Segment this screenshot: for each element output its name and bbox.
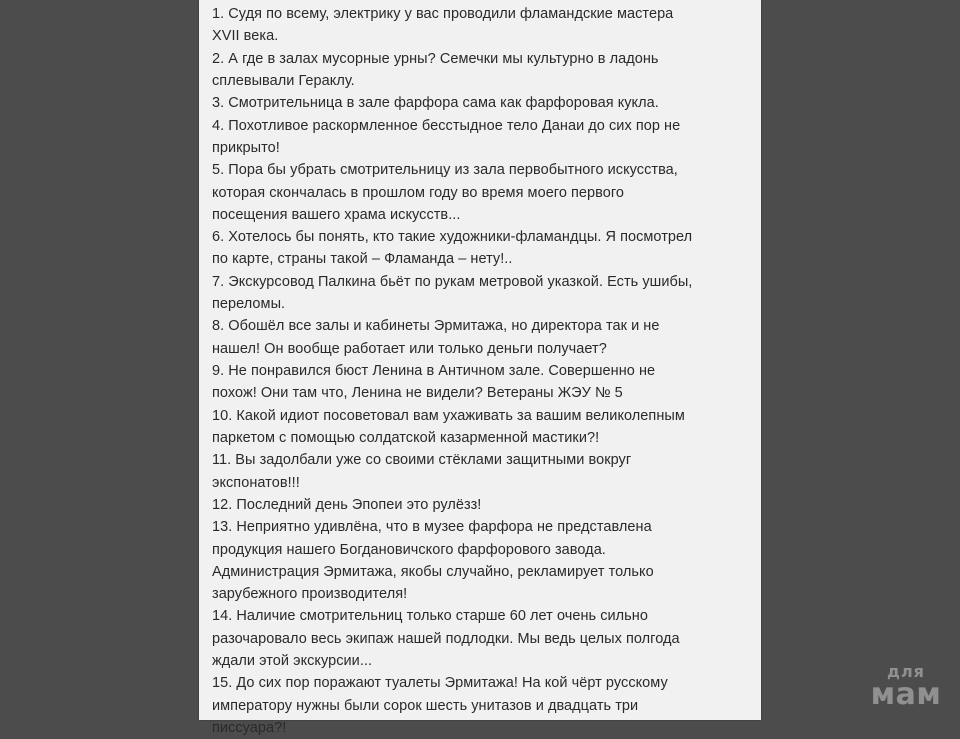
text-line: 6. Хотелось бы понять, кто такие художники-фламандцы. Я посмотрел	[212, 229, 693, 246]
text-line: 11. Вы задолбали уже со своими стёклами защитными вокруг	[212, 452, 632, 469]
text-line: разочаровало весь экипаж нашей подлодки. Мы ведь целых полгода	[212, 630, 680, 647]
text-line: писсуара?!	[212, 720, 287, 736]
text-line: 4. Похотливое раскормленное бесстыдное тело Данаи до сих пор не	[212, 117, 681, 134]
text-line: ждали этой экскурсии...	[212, 653, 373, 670]
text-line: 7. Экскурсовод Палкина бьёт по рукам метровой указкой. Есть ушибы,	[212, 273, 693, 290]
text-line: императору нужны были сорок шесть унитазов и двадцать три	[212, 697, 639, 714]
text-line: 13. Неприятно удивлёна, что в музее фарфора не представлена	[212, 519, 652, 536]
text-line: нашел! Он вообще работает или только деньги получает?	[212, 340, 607, 357]
document-page	[199, 0, 761, 736]
text-line: 1. Судя по всему, электрику у вас проводили фламандские мастера	[212, 6, 674, 22]
text-line: 2. А где в залах мусорные урны? Семечки мы культурно в ладонь	[212, 50, 659, 67]
text-line: которая скончалась в прошлом году во время моего первого	[212, 184, 624, 201]
text-line: зарубежного производителя!	[212, 586, 408, 603]
text-line: переломы.	[212, 296, 286, 313]
text-line: паркетом с помощью солдатской казарменной мастики?!	[212, 429, 600, 446]
watermark-bottom-text: мам	[870, 677, 942, 712]
text-line: 10. Какой идиот посоветовал вам ухаживать за вашим великолепным	[212, 407, 685, 424]
text-line: 14. Наличие смотрительниц только старше 60 лет очень сильно	[212, 608, 648, 625]
text-line: 9. Не понравился бюст Ленина в Античном зале. Совершенно не	[212, 363, 656, 379]
text-line: экспонатов!!!	[212, 474, 300, 491]
text-line: сплевывали Гераклу.	[212, 72, 355, 89]
text-line: похож! Они там что, Ленина не видели? Ветераны ЖЭУ № 5	[212, 385, 623, 402]
text-line: XVII века.	[212, 28, 279, 45]
text-lines	[212, 3, 752, 739]
text-line: по карте, страны такой – Фламанда – нету!..	[212, 251, 513, 268]
text-line: 8. Обошёл все залы и кабинеты Эрмитажа, но директора так и не	[212, 318, 660, 335]
text-line: 15. До сих пор поражают туалеты Эрмитажа! На кой чёрт русскому	[212, 675, 668, 692]
text-line: 3. Смотрительница в зале фарфора сама как фарфоровая кукла.	[212, 95, 659, 112]
watermark-logo	[866, 664, 946, 710]
text-line: продукция нашего Богдановичского фарфорового завода.	[212, 541, 606, 558]
text-line: 12. Последний день Эпопеи это рулёзз!	[212, 496, 482, 513]
text-line: посещения вашего храма искусств...	[212, 206, 461, 223]
text-line: Администрация Эрмитажа, якобы случайно, рекламирует только	[212, 563, 654, 580]
text-line: прикрыто!	[212, 139, 280, 156]
text-line: 5. Пора бы убрать смотрительницу из зала первобытного искусства,	[212, 162, 678, 179]
watermark-top-text: для	[887, 662, 925, 681]
